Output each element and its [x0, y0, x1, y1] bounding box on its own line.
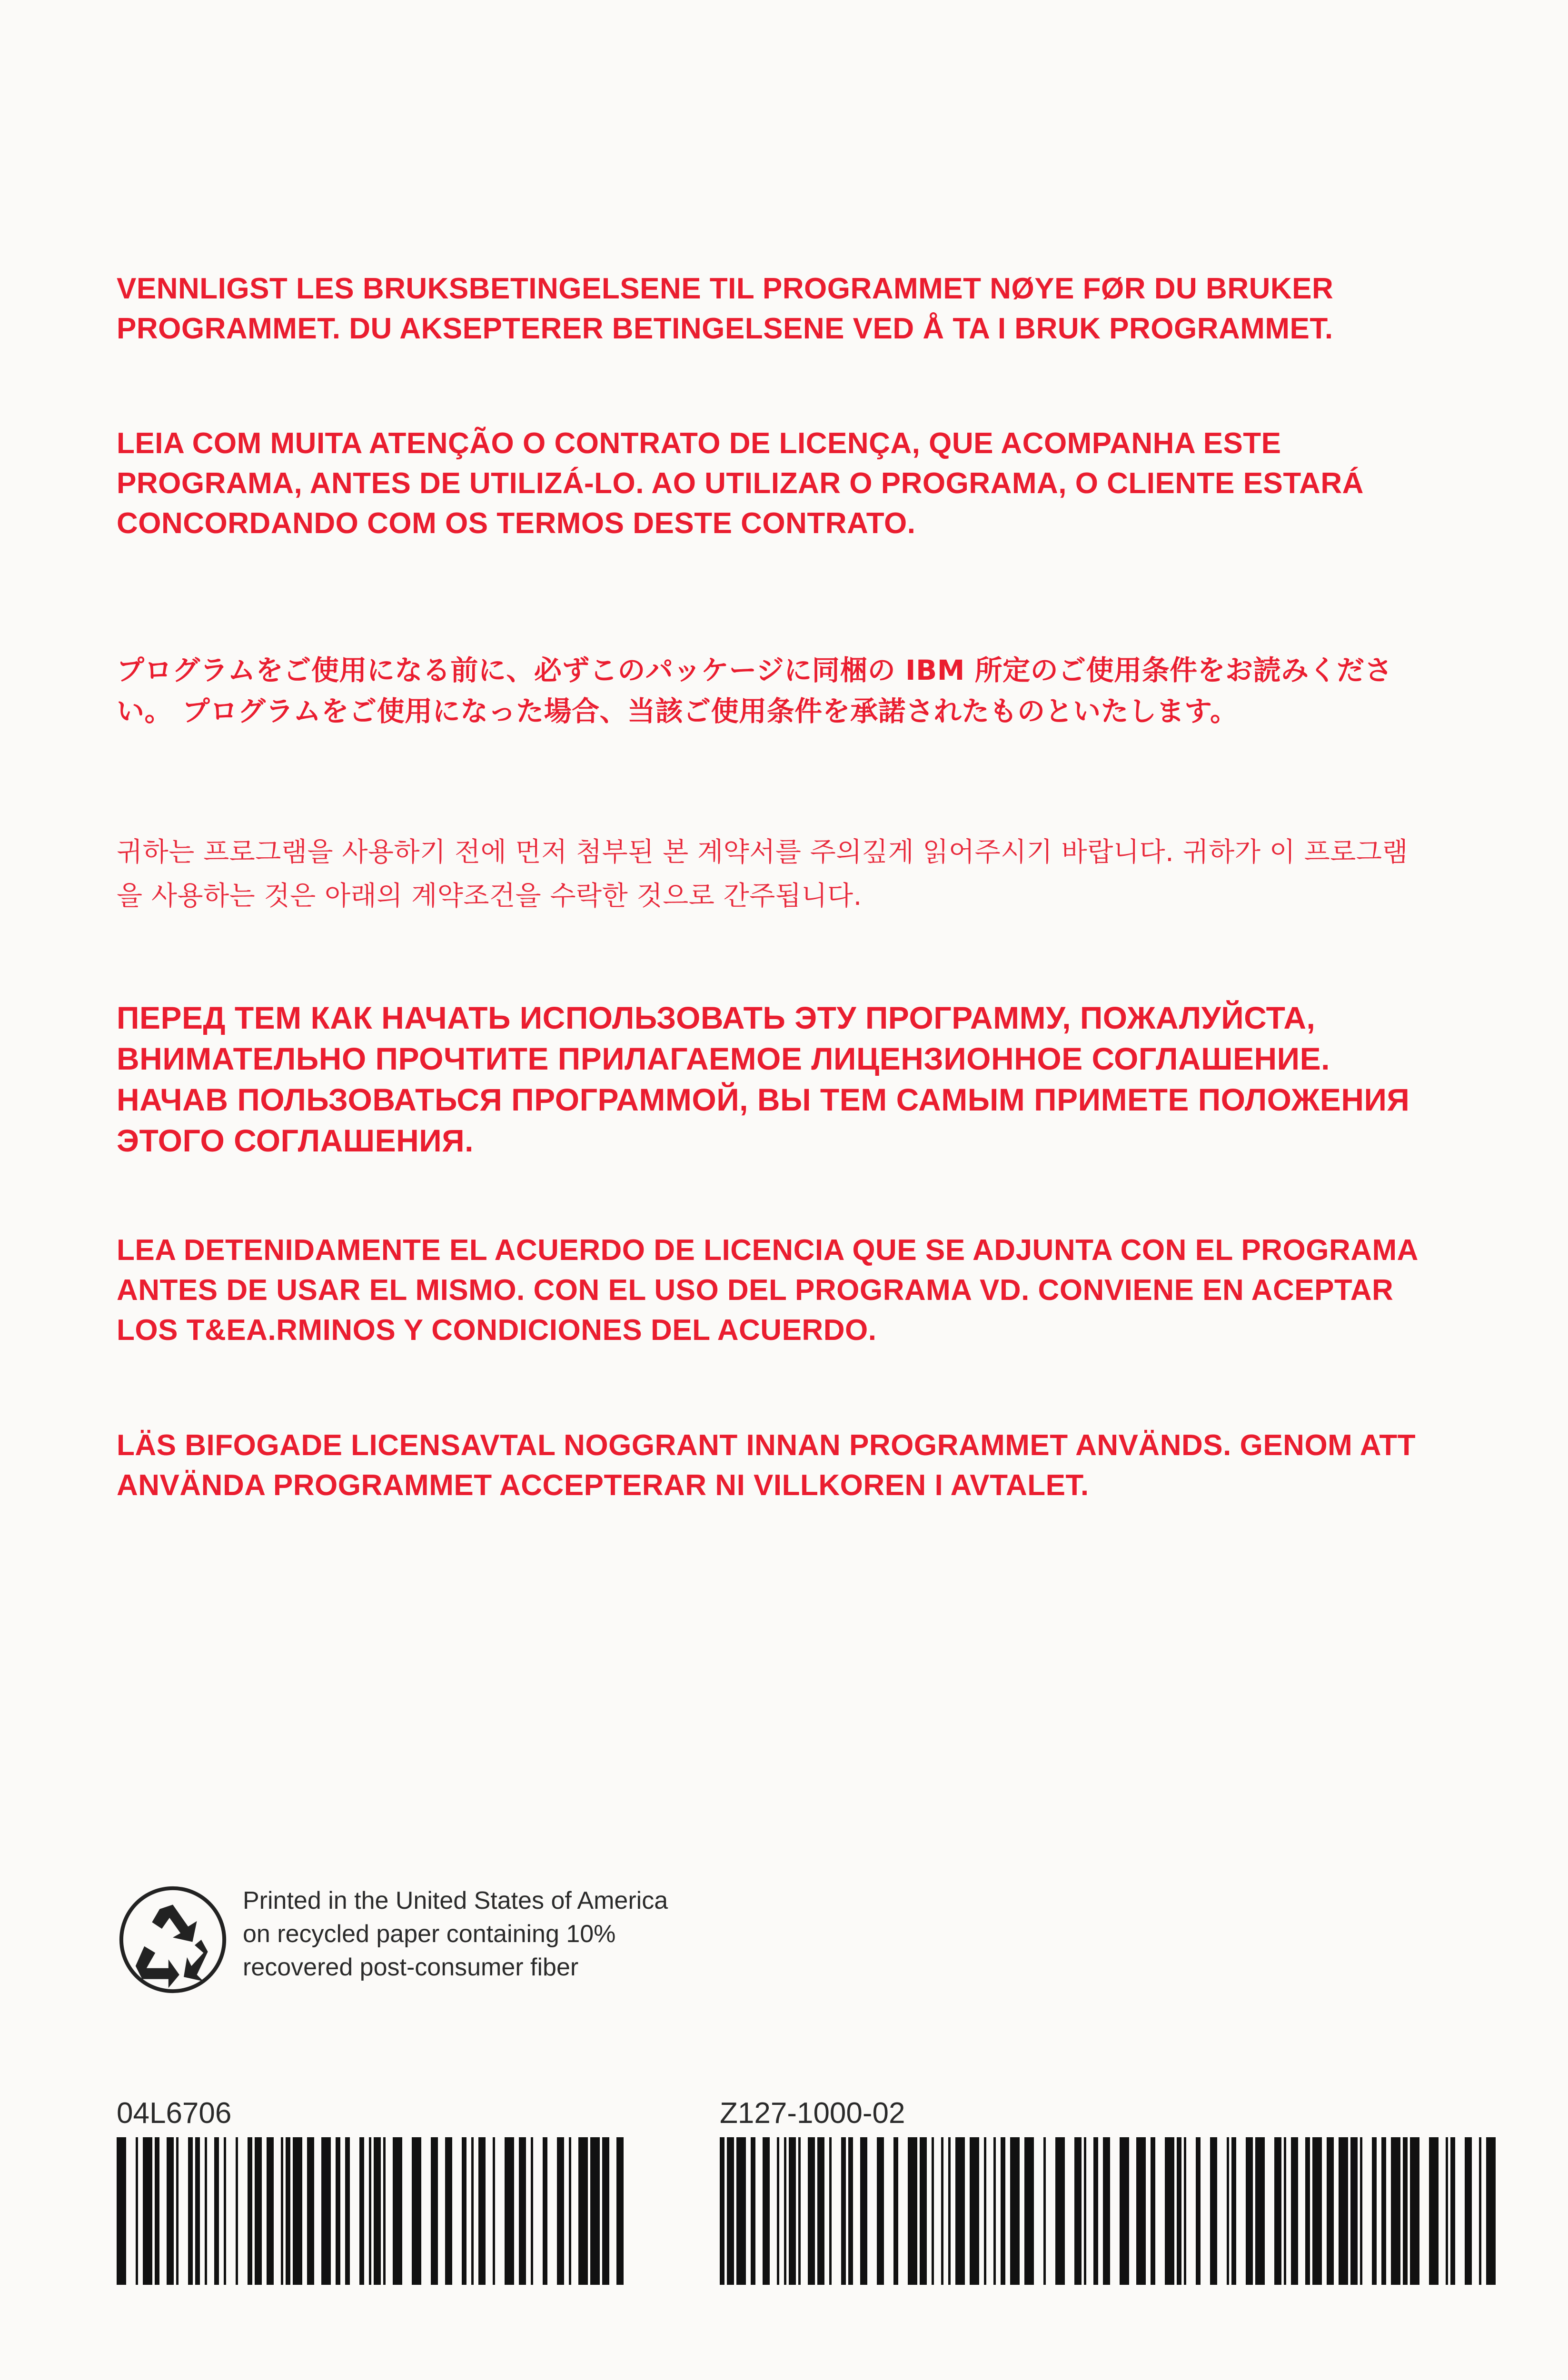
barcode-stripe — [789, 2137, 796, 2285]
barcode-stripe — [801, 2137, 808, 2285]
barcode-stripe — [1001, 2137, 1005, 2285]
barcode-stripe — [155, 2137, 159, 2285]
barcode-stripe — [746, 2137, 751, 2285]
barcode-stripe — [543, 2137, 547, 2285]
barcode-stripe — [564, 2137, 569, 2285]
barcode-stripe — [462, 2137, 466, 2285]
barcode-stripe — [505, 2137, 514, 2285]
barcode-stripe — [1110, 2137, 1120, 2285]
barcode-stripe — [943, 2137, 948, 2285]
barcode-stripe — [848, 2137, 853, 2285]
notice-portuguese: LEIA COM MUITA ATENÇÃO O CONTRATO DE LICENÇA, QUE ACOMPANHA ESTE PROGRAMA, ANTES DE UTILIZÁ-LO. AO UTILIZAR O PROGRAMA, O CLIENTE ESTARÁ CONCORDANDO COM OS TERMOS DESTE CONTRATO. — [117, 427, 1364, 540]
barcode-stripe — [364, 2137, 369, 2285]
notice-norwegian: VENNLIGST LES BRUKSBETINGELSENE TIL PROGRAMMET NØYE FØR DU BRUKER PROGRAMMET. DU AKSEPTERER BETINGELSENE VED Å TA I BRUK PROGRAMMET. — [117, 272, 1334, 345]
barcode-stripe — [898, 2137, 908, 2285]
barcode-stripe — [438, 2137, 445, 2285]
barcode-stripe — [817, 2137, 824, 2285]
barcode-stripe — [853, 2137, 860, 2285]
notice-spanish: LEA DETENIDAMENTE EL ACUERDO DE LICENCIA QUE SE ADJUNTA CON EL PROGRAMA ANTES DE USAR EL MISMO. CON EL USO DEL PROGRAMA VD. CONVIENE EN ACEPTAR LOS T&EA.RMINOS Y CONDICIONES DEL ACUERDO. — [117, 1234, 1418, 1347]
barcode-stripe — [514, 2137, 519, 2285]
barcode-stripe — [1429, 2137, 1439, 2285]
barcode-stripe — [832, 2137, 841, 2285]
barcode-stripe — [126, 2137, 136, 2285]
barcode-stripe — [466, 2137, 471, 2285]
barcode-stripe — [590, 2137, 600, 2285]
barcode-stripe — [1129, 2137, 1136, 2285]
barcode-stripe — [965, 2137, 970, 2285]
barcode-stripe — [495, 2137, 505, 2285]
barcode-stripe — [751, 2137, 755, 2285]
barcode-stripe — [188, 2137, 193, 2285]
barcode-stripe — [1103, 2137, 1110, 2285]
barcode-stripe — [412, 2137, 421, 2285]
barcode-stripe — [238, 2137, 248, 2285]
barcode-stripe — [1410, 2137, 1419, 2285]
barcode-stripe — [986, 2137, 993, 2285]
barcode-stripe — [908, 2137, 917, 2285]
barcode-stripe — [1151, 2137, 1155, 2285]
barcode-stripe — [1155, 2137, 1165, 2285]
barcode-stripe — [1339, 2137, 1348, 2285]
barcode-stripe — [727, 2137, 734, 2285]
barcode-stripe — [1496, 2137, 1500, 2285]
barcode-stripe — [927, 2137, 932, 2285]
barcode-stripe — [321, 2137, 331, 2285]
barcode-stripe — [138, 2137, 143, 2285]
barcode-stripe — [533, 2137, 543, 2285]
barcode-stripe — [1217, 2137, 1227, 2285]
barcode-stripe — [1196, 2137, 1201, 2285]
barcode-stripe — [248, 2137, 252, 2285]
barcode-stripe — [1419, 2137, 1429, 2285]
barcode-stripe — [979, 2137, 984, 2285]
barcode-stripe — [1391, 2137, 1400, 2285]
recycled-line-2: on recycled paper containing 10% — [243, 1920, 616, 1948]
barcode-stripe — [1386, 2137, 1391, 2285]
barcode-stripe — [1120, 2137, 1129, 2285]
barcode-stripe — [307, 2137, 314, 2285]
barcode-stripe — [1455, 2137, 1465, 2285]
barcode-stripe — [955, 2137, 965, 2285]
barcode-stripe — [860, 2137, 867, 2285]
barcode-stripe — [393, 2137, 402, 2285]
barcode-stripe — [226, 2137, 236, 2285]
barcode-stripe — [547, 2137, 557, 2285]
part-number: 04L6706 — [117, 2097, 232, 2130]
barcode-stripe — [1450, 2137, 1455, 2285]
barcode-stripe — [893, 2137, 898, 2285]
barcode-stripe — [1231, 2137, 1236, 2285]
barcode-stripe — [286, 2137, 290, 2285]
barcode-stripe — [841, 2137, 846, 2285]
barcode-stripe — [1146, 2137, 1151, 2285]
barcode-stripe — [1372, 2137, 1377, 2285]
barcode-stripe — [345, 2137, 350, 2285]
barcode-stripe — [1055, 2137, 1065, 2285]
barcode-stripe — [1177, 2137, 1181, 2285]
barcode-stripe — [519, 2137, 526, 2285]
barcode-stripe — [474, 2137, 478, 2285]
barcode-stripe — [808, 2137, 815, 2285]
barcode-stripe — [478, 2137, 486, 2285]
barcode-stripe — [374, 2137, 381, 2285]
barcode-stripe — [1481, 2137, 1486, 2285]
barcode-stripe — [867, 2137, 877, 2285]
barcode-stripe — [262, 2137, 267, 2285]
barcode-stripe — [1086, 2137, 1093, 2285]
barcode-stripe — [770, 2137, 777, 2285]
barcode-stripe — [1286, 2137, 1291, 2285]
barcode-stripe — [571, 2137, 578, 2285]
barcode-stripe — [293, 2137, 302, 2285]
barcode-stripe — [1201, 2137, 1210, 2285]
barcode-stripe — [624, 2137, 626, 2285]
barcode-stripe — [1136, 2137, 1146, 2285]
barcode-stripe — [431, 2137, 438, 2285]
barcode-stripe — [219, 2137, 224, 2285]
barcode-stripe — [1024, 2137, 1034, 2285]
barcode-stripe — [1377, 2137, 1381, 2285]
barcode-stripe — [755, 2137, 763, 2285]
barcode-stripe — [336, 2137, 340, 2285]
barcode-stripe — [1439, 2137, 1446, 2285]
barcode-stripe — [207, 2137, 214, 2285]
form-number: Z127-1000-02 — [720, 2097, 905, 2130]
barcode-stripe — [616, 2137, 624, 2285]
barcode-stripe — [1312, 2137, 1322, 2285]
barcode-stripe — [970, 2137, 979, 2285]
barcode-stripe — [720, 2137, 724, 2285]
barcode-stripe — [1334, 2137, 1339, 2285]
recycled-line-3: recovered post-consumer fiber — [243, 1954, 579, 1981]
barcode-stripe — [1327, 2137, 1334, 2285]
barcode-stripe — [526, 2137, 531, 2285]
barcode-stripe — [350, 2137, 359, 2285]
barcode-stripe — [934, 2137, 941, 2285]
barcode-stripe — [578, 2137, 588, 2285]
barcode-part-number — [117, 2137, 626, 2285]
barcode-stripe — [386, 2137, 393, 2285]
recycled-line-1: Printed in the United States of America — [243, 1887, 668, 1914]
recycled-paper-note — [243, 1884, 814, 1984]
barcode-stripe — [159, 2137, 167, 2285]
barcode-stripe — [331, 2137, 336, 2285]
barcode-stripe — [1362, 2137, 1372, 2285]
barcode-stripe — [274, 2137, 281, 2285]
barcode-stripe — [1246, 2137, 1253, 2285]
barcode-stripe — [1472, 2137, 1479, 2285]
barcode-stripe — [824, 2137, 829, 2285]
barcode-stripe — [143, 2137, 152, 2285]
barcode-stripe — [1065, 2137, 1074, 2285]
barcode-stripe — [1020, 2137, 1024, 2285]
barcode-stripe — [1186, 2137, 1196, 2285]
barcode-stripe — [1274, 2137, 1281, 2285]
barcode-stripe — [1291, 2137, 1298, 2285]
barcode-stripe — [1074, 2137, 1082, 2285]
barcode-stripe — [1322, 2137, 1327, 2285]
barcode-form-number — [720, 2137, 1500, 2285]
barcode-stripe — [1093, 2137, 1098, 2285]
barcode-stripe — [1381, 2137, 1386, 2285]
barcode-stripe — [779, 2137, 784, 2285]
barcode-stripe — [200, 2137, 205, 2285]
barcode-stripe — [877, 2137, 884, 2285]
barcode-stripe — [267, 2137, 274, 2285]
barcode-stripe — [1034, 2137, 1043, 2285]
barcode-stripe — [452, 2137, 462, 2285]
barcode-stripe — [402, 2137, 412, 2285]
barcode-stripe — [445, 2137, 452, 2285]
barcode-stripe — [1046, 2137, 1055, 2285]
barcode-stripe — [1165, 2137, 1174, 2285]
barcode-stripe — [1265, 2137, 1274, 2285]
notice-swedish: LÄS BIFOGADE LICENSAVTAL NOGGRANT INNAN PROGRAMMET ANVÄNDS. GENOM ATT ANVÄNDA PROGRAMMET ACCEPTERAR NI VILLKOREN I AVTALET. — [117, 1429, 1416, 1502]
barcode-stripe — [609, 2137, 616, 2285]
barcode-stripe — [1350, 2137, 1358, 2285]
barcode-stripe — [1236, 2137, 1246, 2285]
barcode-stripe — [1210, 2137, 1217, 2285]
barcode-stripe — [951, 2137, 955, 2285]
barcode-stripe — [1298, 2137, 1305, 2285]
barcode-stripe — [359, 2137, 364, 2285]
barcode-stripe — [1098, 2137, 1103, 2285]
barcode-stripe — [302, 2137, 307, 2285]
barcode-stripe — [557, 2137, 564, 2285]
barcode-stripe — [314, 2137, 321, 2285]
barcode-stripe — [255, 2137, 262, 2285]
barcode-stripe — [1010, 2137, 1020, 2285]
notice-japanese: プログラムをご使用になる前に、必ずこのパッケージに同梱の IBM 所定のご使用条件をお読みください。 プログラムをご使用になった場合、当該ご使用条件を承諾されたものといたします。 — [117, 654, 1393, 727]
barcode-stripe — [1403, 2137, 1408, 2285]
barcode-stripe — [421, 2137, 431, 2285]
notice-russian: ПЕРЕД ТЕМ КАК НАЧАТЬ ИСПОЛЬЗОВАТЬ ЭТУ ПРОГРАММУ, ПОЖАЛУЙСТА, ВНИМАТЕЛЬНО ПРОЧТИТЕ ПРИЛАГАЕМОЕ ЛИЦЕНЗИОННОЕ СОГЛАШЕНИЕ. НАЧАВ ПОЛЬЗОВАТЬСЯ ПРОГРАММОЙ, ВЫ ТЕМ САМЫМ ПРИМЕТЕ ПОЛОЖЕНИЯ ЭТОГО СОГЛАШЕНИЯ. — [117, 1000, 1410, 1158]
barcode-stripe — [1486, 2137, 1496, 2285]
barcode-stripe — [340, 2137, 345, 2285]
notice-korean: 귀하는 프로그램을 사용하기 전에 먼저 첨부된 본 계약서를 주의깊게 읽어주시기 바랍니다. 귀하가 이 프로그램을 사용하는 것은 아래의 계약조건을 수락한 것으로 간주됩니다. — [117, 837, 1409, 912]
barcode-stripe — [736, 2137, 746, 2285]
barcode-stripe — [195, 2137, 200, 2285]
barcode-stripe — [602, 2137, 609, 2285]
barcode-stripe — [920, 2137, 927, 2285]
barcode-stripe — [179, 2137, 188, 2285]
barcode-stripe — [996, 2137, 1001, 2285]
barcode-stripe — [884, 2137, 893, 2285]
barcode-stripe — [1465, 2137, 1472, 2285]
barcode-stripe — [117, 2137, 126, 2285]
barcode-stripe — [1305, 2137, 1310, 2285]
barcode-stripe — [1255, 2137, 1265, 2285]
barcode-stripe — [214, 2137, 219, 2285]
barcode-stripe — [486, 2137, 493, 2285]
barcode-stripe — [763, 2137, 770, 2285]
barcode-stripe — [167, 2137, 174, 2285]
barcode-stripe — [1005, 2137, 1010, 2285]
recycle-icon — [118, 1885, 228, 1994]
